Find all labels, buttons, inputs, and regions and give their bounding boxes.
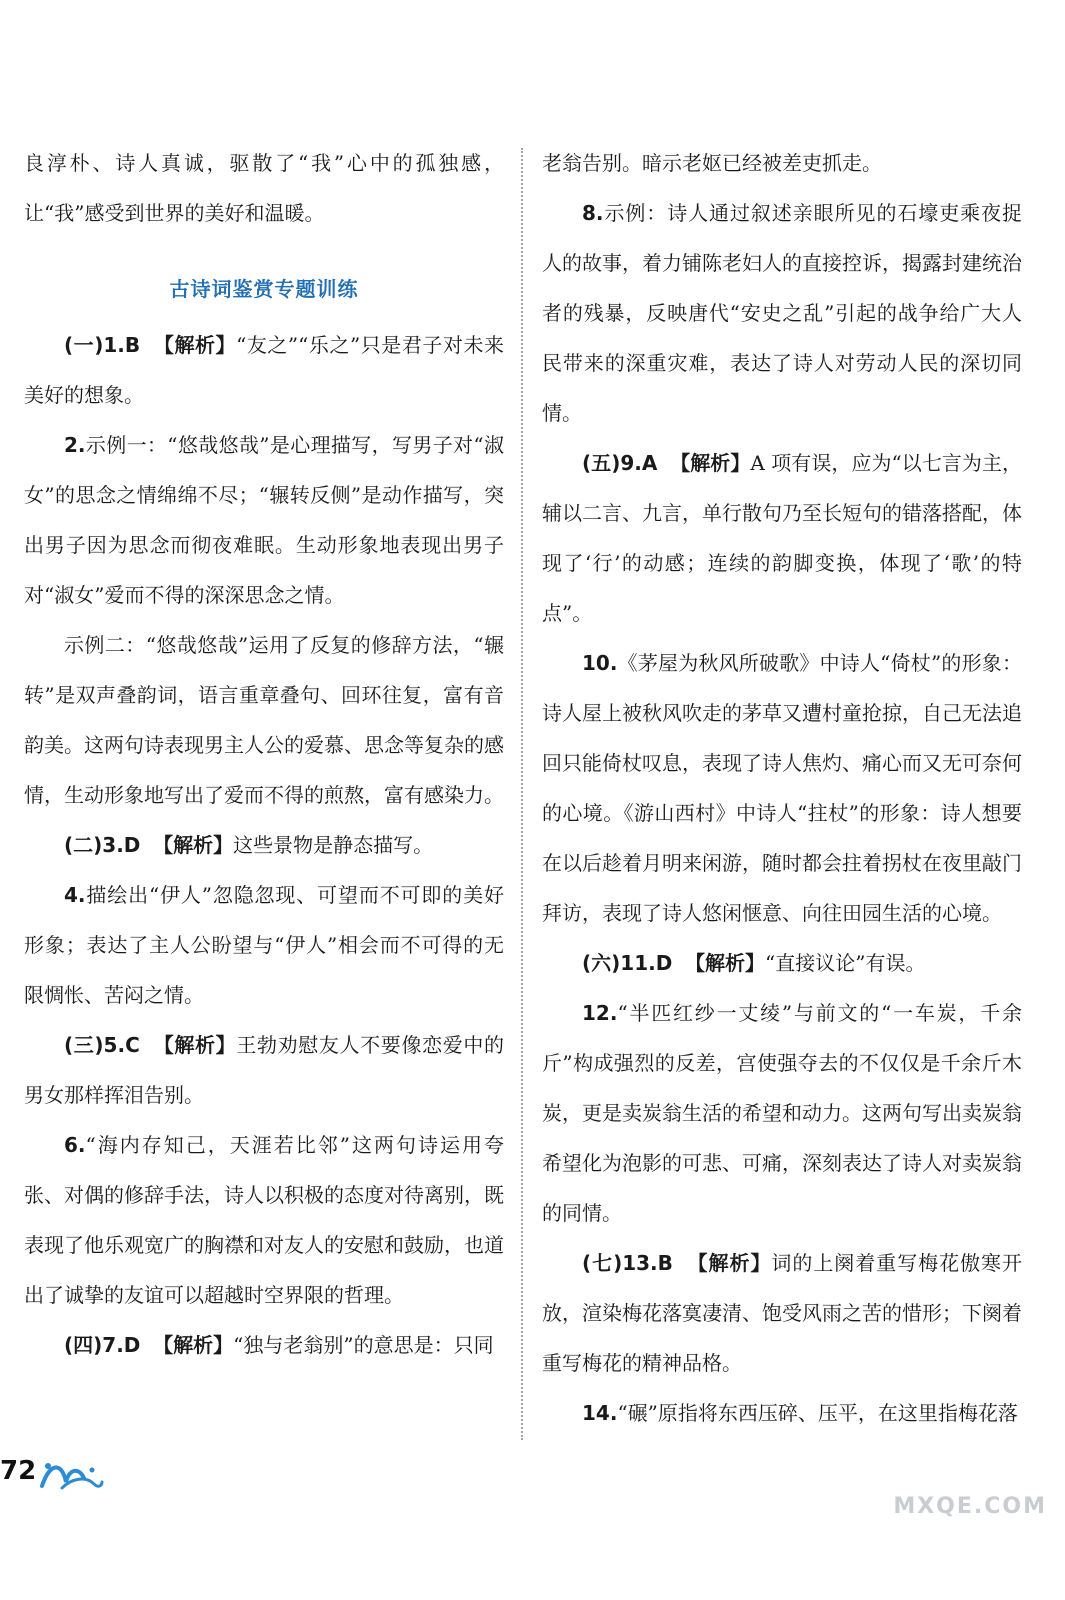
q5-text: 王勃劝慰友人不要像恋爱中的男女那样挥泪告别。: [24, 1033, 505, 1107]
answer-q6: [24, 1120, 504, 1320]
q13-number: (七)13.B: [582, 1251, 673, 1275]
q7-tag: 【解析】: [153, 1333, 234, 1357]
q1-text: “友之”“乐之”只是君子对未来美好的想象。: [24, 333, 505, 407]
q3-text: 这些景物是静态描写。: [233, 833, 434, 857]
answer-q9: [542, 438, 1022, 638]
q2-text: 示例一：“悠哉悠哉”是心理描写，写男子对“淑女”的思念之情绵绵不尽；“辗转反侧”是动作描写，突出男子因为思念而彻夜难眠。生动形象地表现出男子对“淑女”爱而不得的深深思念之情。: [24, 433, 504, 607]
q13-tag: 【解析】: [687, 1251, 772, 1275]
answer-q5: [24, 1020, 504, 1120]
answer-q13: [542, 1238, 1022, 1388]
section-title: 古诗词鉴赏专题训练: [169, 277, 359, 301]
answer-q14: [542, 1388, 1022, 1438]
answer-q4: [24, 870, 504, 1020]
right-column: [542, 138, 1022, 1438]
q7-number: (四)7.D: [64, 1333, 141, 1357]
answer-q12: [542, 988, 1022, 1238]
page-number: 72: [0, 1456, 37, 1486]
answer-q1: [24, 320, 504, 420]
answer-q7: [24, 1320, 504, 1370]
q2-number: 2.: [64, 433, 86, 457]
q12-text: “半匹红纱一丈绫”与前文的“一车炭，千余斤”构成强烈的反差，宫使强夺去的不仅仅是千余斤木炭，更是卖炭翁生活的希望和动力。这两句写出卖炭翁希望化为泡影的可悲、可痛，深刻表达了诗人对卖炭翁的同情。: [542, 1001, 1022, 1225]
answer-q3: [24, 820, 504, 870]
q9-text: A 项有误，应为“以七言为主，辅以二言、九言，单行散句乃至长短句的错落搭配，体现了‘行’的动感；连续的韵脚变换，体现了‘歌’的特点”。: [542, 451, 1022, 625]
q10-number: 10.: [582, 651, 618, 675]
q3-number: (二)3.D: [64, 833, 141, 857]
q14-number: 14.: [582, 1401, 618, 1425]
q1-number: (一)1.B: [64, 333, 141, 357]
paragraph-continued-right: 老翁告别。暗示老妪已经被差吏抓走。: [542, 151, 882, 175]
q8-text: 示例：诗人通过叙述亲眼所见的石壕吏乘夜捉人的故事，着力铺陈老妇人的直接控诉，揭露封建统治者的残暴，反映唐代“安史之乱”引起的战争给广大人民带来的深重灾难，表达了诗人对劳动人民的深切同情。: [542, 201, 1022, 425]
answer-q11: [542, 938, 1022, 988]
q6-number: 6.: [64, 1133, 86, 1157]
answer-q2: [24, 420, 504, 620]
q6-text: “海内存知己，天涯若比邻”这两句诗运用夸张、对偶的修辞手法，诗人以积极的态度对待离别，既表现了他乐观宽广的胸襟和对友人的安慰和鼓励，也道出了诚挚的友谊可以超越时空界限的哲理。: [24, 1133, 504, 1307]
paragraph-continued: 良淳朴、诗人真诚，驱散了“我”心中的孤独感，让“我”感受到世界的美好和温暖。: [24, 151, 504, 225]
q9-number: (五)9.A: [582, 451, 658, 475]
wave-logo-icon: [36, 1452, 108, 1496]
answer-q8: [542, 188, 1022, 438]
q5-tag: 【解析】: [153, 1033, 237, 1057]
q13-text: 词的上阕着重写梅花傲寒开放，渲染梅花落寞凄清、饱受风雨之苦的惜形；下阕着重写梅花的精神品格。: [542, 1251, 1023, 1375]
q8-number: 8.: [582, 201, 604, 225]
q1-tag: 【解析】: [153, 333, 237, 357]
q11-tag: 【解析】: [685, 951, 766, 975]
q4-number: 4.: [64, 883, 86, 907]
q10-text: 《茅屋为秋风所破歌》中诗人“倚杖”的形象：诗人屋上被秋风吹走的茅草又遭村童抢掠，自己无法追回只能倚杖叹息，表现了诗人焦灼、痛心而又无可奈何的心境。《游山西村》中诗人“拄杖”的形象：诗人想要在以后趁着月明来闲游，随时都会拄着拐杖在夜里敲门拜访，表现了诗人悠闲惬意、向往田园生活的心境。: [542, 651, 1022, 925]
column-divider: [521, 148, 523, 1440]
q12-number: 12.: [582, 1001, 618, 1025]
q9-tag: 【解析】: [670, 451, 751, 475]
q11-number: (六)11.D: [582, 951, 673, 975]
q4-text: 描绘出“伊人”忽隐忽现、可望而不可即的美好形象；表达了主人公盼望与“伊人”相会而不可得的无限惆怅、苦闷之情。: [24, 883, 504, 1007]
q11-text: “直接议论”有误。: [765, 951, 926, 975]
q14-text: “碾”原指将东西压碎、压平，在这里指梅花落: [617, 1401, 1018, 1425]
q5-number: (三)5.C: [64, 1033, 140, 1057]
q3-tag: 【解析】: [153, 833, 234, 857]
answer-q2-example-2: 示例二：“悠哉悠哉”运用了反复的修辞方法，“辗转”是双声叠韵词，语言重章叠句、回环往复，富有音韵美。这两句诗表现男主人公的爱慕、思念等复杂的感情，生动形象地写出了爱而不得的煎熬，富有感染力。: [24, 633, 504, 807]
left-column: [24, 138, 504, 1370]
watermark: MXQE.COM: [893, 1494, 1047, 1519]
q7-text: “独与老翁别”的意思是：只同: [233, 1333, 494, 1357]
answer-q10: [542, 638, 1022, 938]
